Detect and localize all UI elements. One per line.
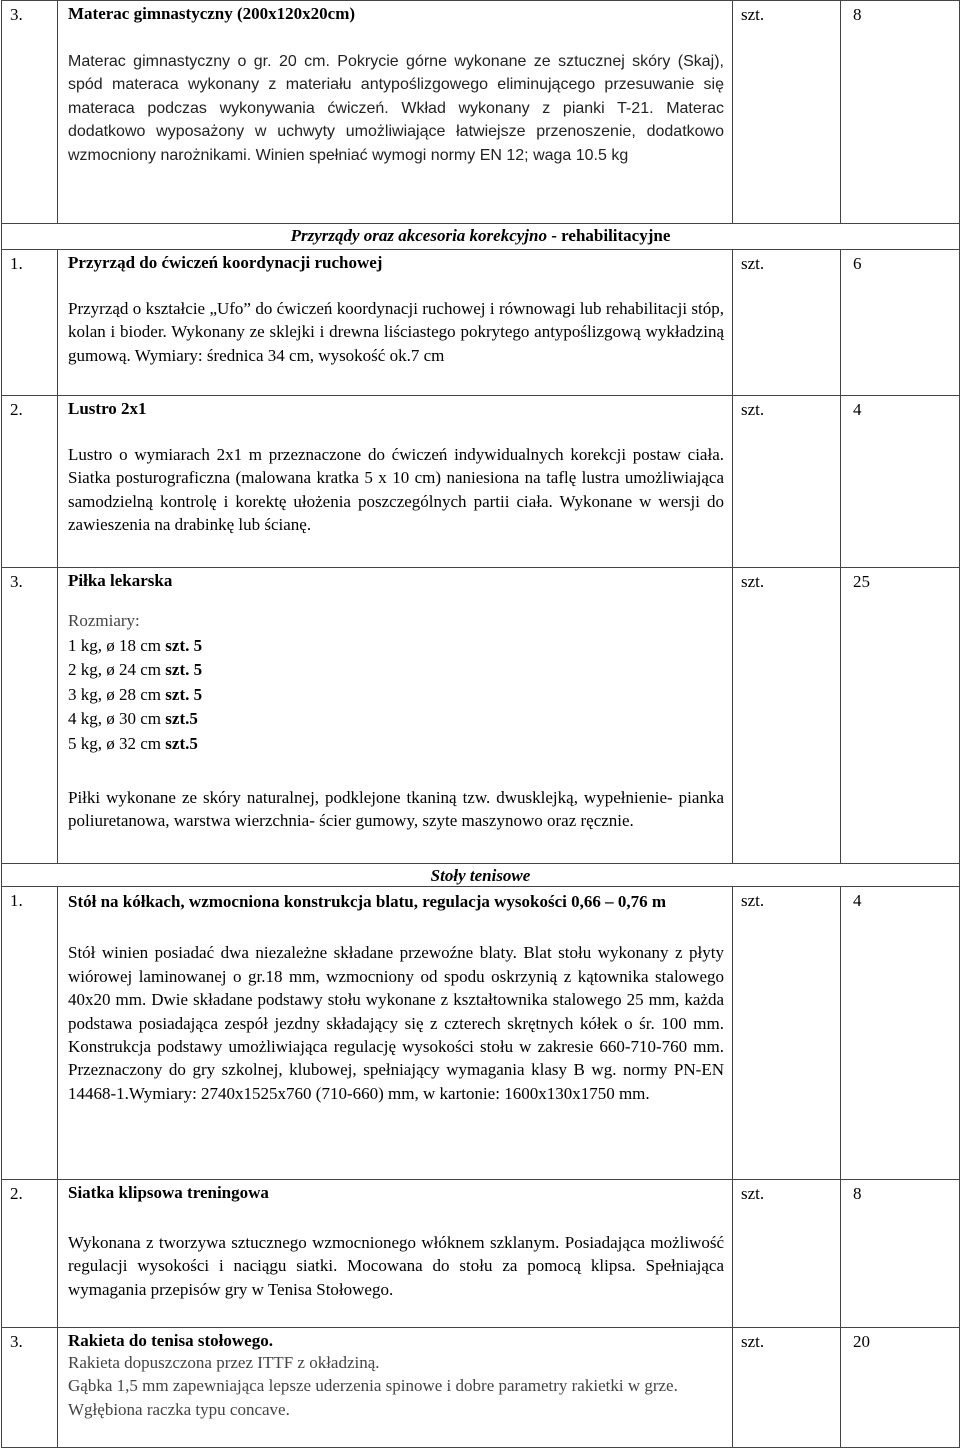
unit-cell: szt.: [733, 1180, 841, 1328]
table-row: [2, 568, 960, 864]
size-list-label: Rozmiary:: [68, 611, 140, 630]
item-title: Siatka klipsowa treningowa: [68, 1183, 269, 1202]
item-description: Przyrząd o kształcie „Ufo” do ćwiczeń koordynacji ruchowej i równowagi lub rehabilitacji stóp, kolan i bioder. Wykonany ze sklejki i drewna liściastego pokrytego antypoślizgową wykładziną gumową. Wymiary: średnica 34 cm, wysokość ok.7 cm: [68, 299, 724, 365]
table-row: [2, 887, 960, 1180]
item-description: Piłki wykonane ze skóry naturalnej, podklejone tkaniną tzw. dwusklejką, wypełnienie- pianka poliuretanowa, warstwa wierzchnia- ścier gumowy, szyte maszynowo oraz ręcznie.: [68, 788, 724, 831]
quantity-cell: 8: [841, 1, 960, 224]
item-title: Rakieta do tenisa stołowego.: [68, 1331, 273, 1350]
quantity-cell: 25: [841, 568, 960, 864]
equipment-table: [1, 0, 960, 1448]
item-description-line: Rakieta dopuszczona przez ITTF z okładziną.: [68, 1353, 380, 1372]
item-description: Stół winien posiadać dwa niezależne składane przewoźne blaty. Blat stołu wykonany z płyty wiórowej laminowanej o gr.18 mm, wzmocniony od spodu oskrzynią z kątownika stalowego 40x20 mm. Dwie składane podstawy stołu wykonane z kształtownika stalowego 25 mm, każda podstawa posiadająca zespół jezdny składający się z czterech skrętnych kółek o śr. 100 mm. Konstrukcja podstawy umożliwiająca regulację wysokości stołu w zakresie 660-710-760 mm. Przeznaczony do gry szkolnej, klubowej, spełniający wymagania klasy B wg. normy PN-EN 14468-1.Wymiary: 2740x1525x760 (710-660) mm, w kartonie: 1600x130x1750 mm.: [68, 943, 724, 1103]
item-description-cell: [58, 887, 733, 1180]
item-number-cell: 3.: [2, 1, 58, 224]
item-number-cell: 2.: [2, 396, 58, 568]
size-list: [68, 609, 724, 756]
item-number-cell: 2.: [2, 1180, 58, 1328]
item-description-line: Wgłębiona raczka typu concave.: [68, 1399, 290, 1419]
table-row: [2, 1180, 960, 1328]
item-description-cell: [58, 568, 733, 864]
size-entry: 1 kg, ø 18 cm szt. 5: [68, 635, 203, 655]
unit-cell: szt.: [733, 568, 841, 864]
unit-cell: szt.: [733, 1328, 841, 1448]
item-description-line: Gąbka 1,5 mm zapewniająca lepsze uderzenia spinowe i dobre parametry rakietki w grze.: [68, 1376, 678, 1396]
item-description: Lustro o wymiarach 2x1 m przeznaczone do ćwiczeń indywidualnych korekcji postaw ciała. Siatka posturograficzna (malowana kratka 5 x 10 cm) naniesiona na taflę lustra umożliwiająca samodzielną kontrolę i korektę ułożenia poszczególnych partii ciała. Wykonane w wersji do zawieszenia na drabinkę lub ścianę.: [68, 445, 724, 535]
item-number-cell: 1.: [2, 250, 58, 396]
item-number-cell: 3.: [2, 1328, 58, 1448]
unit-cell: szt.: [733, 396, 841, 568]
item-title: Piłka lekarska: [68, 571, 173, 590]
quantity-cell: 4: [841, 887, 960, 1180]
size-entry: 2 kg, ø 24 cm szt. 5: [68, 660, 203, 679]
size-entry: 4 kg, ø 30 cm szt.5: [68, 709, 198, 728]
item-description-cell: [58, 250, 733, 396]
item-description-cell: [58, 1328, 733, 1448]
unit-cell: szt.: [733, 250, 841, 396]
section-heading: Przyrządy oraz akcesoria korekcyjno - rehabilitacyjne: [2, 224, 960, 250]
item-number-cell: 1.: [2, 887, 58, 1180]
item-description-cell: [58, 396, 733, 568]
item-number-cell: 3.: [2, 568, 58, 864]
quantity-cell: 4: [841, 396, 960, 568]
quantity-cell: 20: [841, 1328, 960, 1448]
table-row: [2, 250, 960, 396]
size-entry: 3 kg, ø 28 cm szt. 5: [68, 684, 203, 704]
table-row: [2, 1328, 960, 1448]
unit-cell: szt.: [733, 1, 841, 224]
item-description-cell: [58, 1180, 733, 1328]
quantity-cell: 8: [841, 1180, 960, 1328]
unit-cell: szt.: [733, 887, 841, 1180]
item-title: Stół na kółkach, wzmocniona konstrukcja blatu, regulacja wysokości 0,66 – 0,76 m: [68, 892, 667, 911]
item-description-cell: [58, 1, 733, 224]
item-title: Lustro 2x1: [68, 399, 147, 418]
item-title: Przyrząd do ćwiczeń koordynacji ruchowej: [68, 253, 383, 272]
quantity-cell: 6: [841, 250, 960, 396]
item-title: Materac gimnastyczny (200x120x20cm): [68, 4, 356, 23]
size-entry: 5 kg, ø 32 cm szt.5: [68, 733, 198, 753]
table-row: [2, 396, 960, 568]
item-description: Materac gimnastyczny o gr. 20 cm. Pokrycie górne wykonane ze sztucznej skóry (Skaj), spód materaca wykonany z materiału antypoślizgowego eliminującego przesuwanie się materaca podczas wykonywania ćwiczeń. Wkład wykonany z pianki T-21. Materac dodatkowo wyposażony w uchwyty umożliwiające łatwiejsze przenoszenie, dodatkowo wzmocniony narożnikami. Winien spełniać wymogi normy EN 12; waga 10.5 kg: [68, 53, 724, 164]
section-heading: Stoły tenisowe: [2, 864, 960, 887]
section-row: [2, 224, 960, 250]
item-description: Wykonana z tworzywa sztucznego wzmocnionego włóknem szklanym. Posiadająca możliwość regulacji wysokości i naciągu siatki. Mocowana do stołu za pomocą klipsa. Spełniająca wymagania przepisów gry w Tenisa Stołowego.: [68, 1233, 724, 1299]
table-row: [2, 1, 960, 224]
section-row: [2, 864, 960, 887]
